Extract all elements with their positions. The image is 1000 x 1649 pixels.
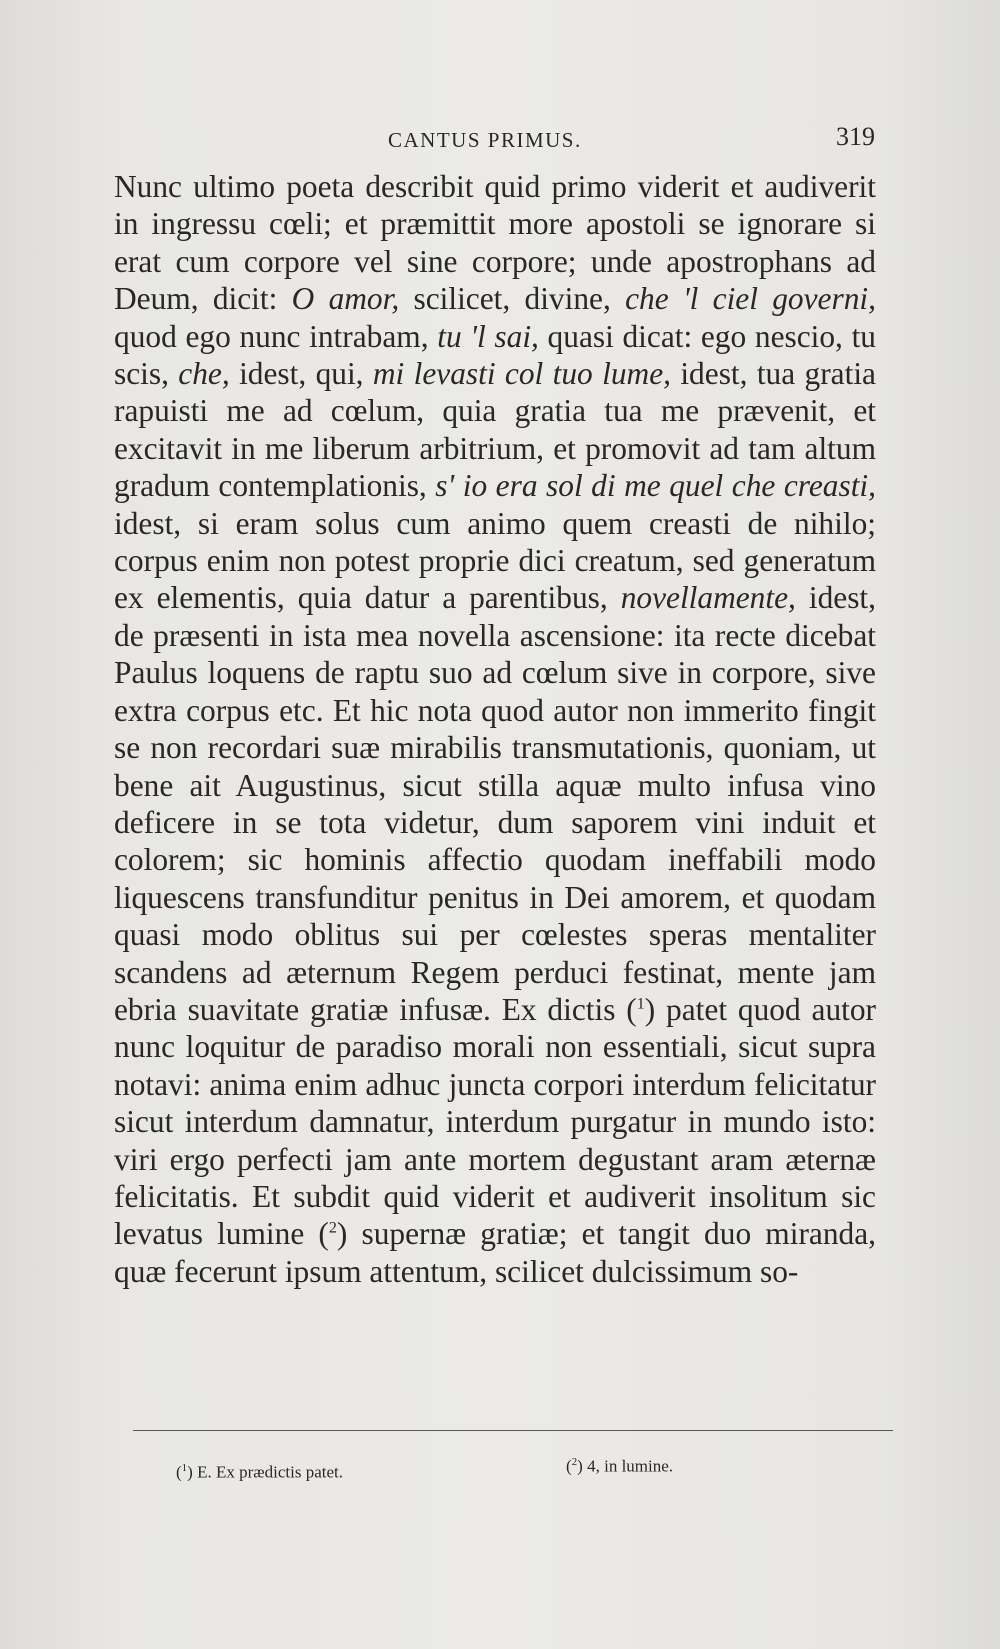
text-run: idest, tua gratia rapuisti me ad cœlum, quia gratia tua me prævenit, et excitavit in me liberum arbitrium, et promovit ad tam altum gradum contemplationis, xyxy=(114,356,876,504)
italic-quotation: tu 'l sai, xyxy=(437,318,539,354)
italic-quotation: O amor, xyxy=(291,281,400,317)
italic-quotation: che 'l ciel governi, xyxy=(625,281,876,317)
text-run: quod ego nunc intrabam, xyxy=(114,318,438,354)
text-run: idest, si eram solus cum animo quem creasti de nihilo; corpus enim non potest proprie dici creatum, sed generatum ex elementis, quia datur a parentibus, xyxy=(114,505,876,616)
text-run: ) supernæ gratiæ; et tangit duo miranda, quæ fecerunt ipsum attentum, scilicet dulcissimum so- xyxy=(114,1216,876,1289)
running-title: CANTUS PRIMUS. xyxy=(388,128,582,152)
footnote-1: ($^1$) E. Ex prædictis patet. xyxy=(176,1462,343,1482)
text-run: idest, de præsenti in ista mea novella ascensione: ita recte dicebat Paulus loquens de raptu suo ad cœlum sive in corpore, sive extra corpus etc. Et hic nota quod autor non immerito fingit se non recordari suæ mirabilis transmutationis, quoniam, ut bene ait Augustinus, sicut stilla aquæ multo infusa vino deficere in se tota videtur, dum saporem vini induit et colorem; sic hominis affectio quodam ineffabili modo liquescens transfunditur penitus in Dei amorem, et quodam quasi modo oblitus sui per cœlestes speras mentaliter scandens ad æternum Regem perduci festinat, mente jam ebria suavitate gratiæ infusæ. Ex dictis ( xyxy=(114,580,876,1027)
footnote-2: ($^2$) 4, in lumine. xyxy=(566,1456,674,1476)
footnote-divider xyxy=(133,1430,893,1431)
italic-quotation: novellamente, xyxy=(620,580,796,616)
text-run: scilicet, divine, xyxy=(399,281,626,317)
italic-quotation: s' io era sol di me quel che creasti, xyxy=(435,468,876,504)
text-run: quasi dicat: ego nescio, tu scis, xyxy=(114,318,876,392)
page-number: 319 xyxy=(836,122,875,151)
text-run: idest, qui, xyxy=(229,356,373,392)
italic-quotation: che, xyxy=(178,356,230,392)
text-run: Nunc ultimo poeta describit quid primo viderit et audiverit in ingressu cœli; et præmittit more apostoli se ignorare si erat cum corpore vel sine corpore; unde apostrophans ad Deum, dicit: xyxy=(114,169,876,317)
footnotes xyxy=(176,1456,826,1492)
text-run: ) patet quod autor nunc loquitur de paradiso morali non essentiali, sicut supra notavi: anima enim adhuc juncta corpori interdum felicitatur sicut interdum damnatur, interdum purgatur in mundo isto: viri ergo perfecti jam ante mortem degustant aram æternæ felicitatis. Et subdit quid viderit et audiverit insolitum sic levatus lumine ( xyxy=(114,991,877,1252)
footnote-reference: 1 xyxy=(636,995,645,1013)
main-text xyxy=(114,168,876,1290)
page-header xyxy=(115,122,875,162)
italic-quotation: mi levasti col tuo lume, xyxy=(372,356,671,392)
footnote-reference: 2 xyxy=(328,1219,337,1237)
